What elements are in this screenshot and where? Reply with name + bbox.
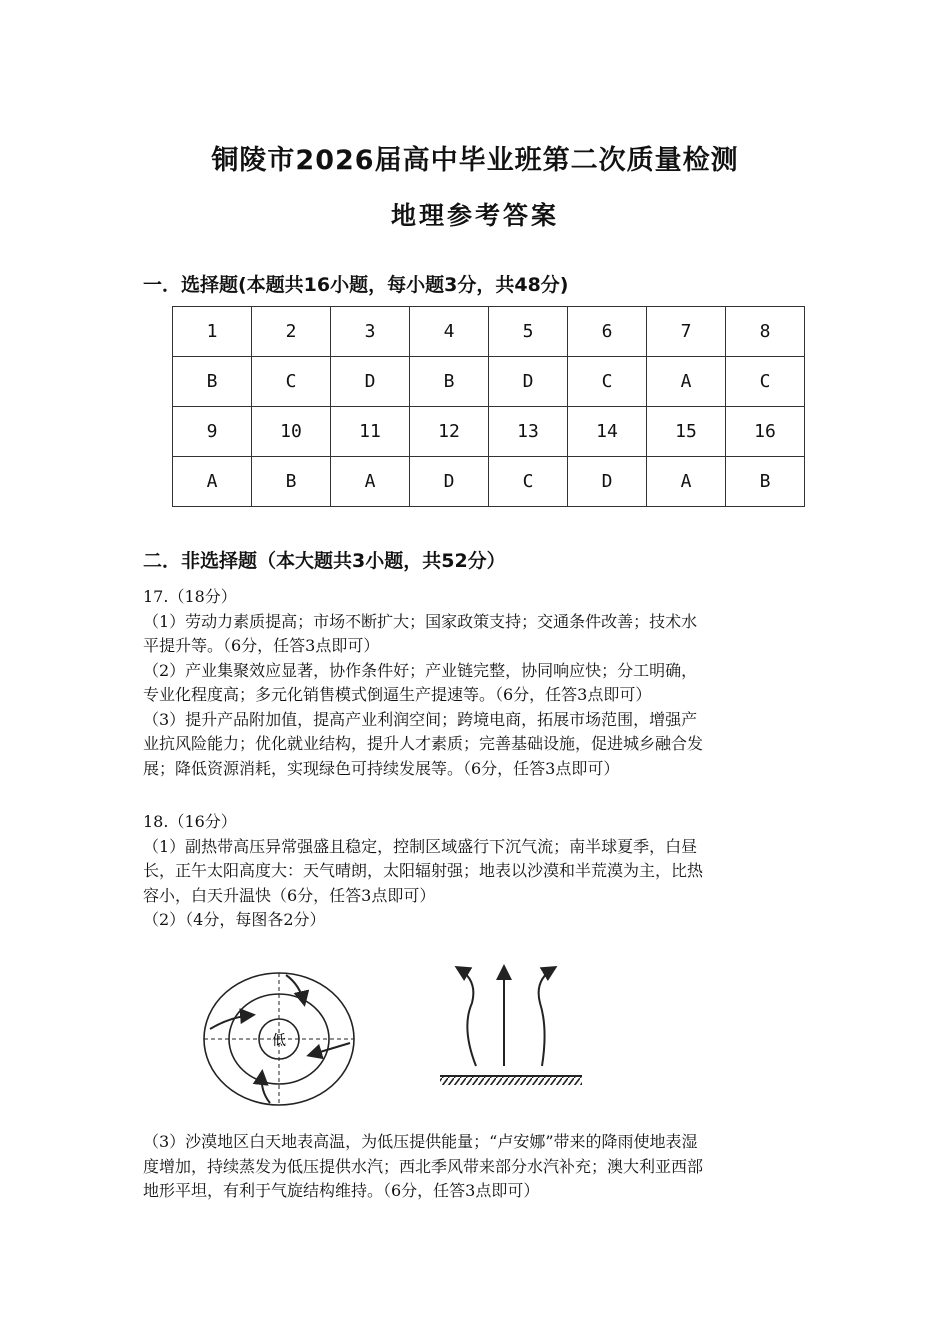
- answer-cell: 6: [568, 307, 647, 357]
- answer-cell: C: [489, 457, 568, 507]
- answer-cell: C: [252, 357, 331, 407]
- answer-cell: D: [331, 357, 410, 407]
- page-subtitle: 地理参考答案: [390, 201, 559, 230]
- q18-answer-line: 容小，白天升温快（6分，任答3点即可）: [143, 885, 436, 905]
- answer-cell: 10: [252, 407, 331, 457]
- q18-answer-line: （2）（4分，每图各2分）: [143, 910, 326, 929]
- q17-answer-line: （2）产业集聚效应显著，协作条件好；产业链完整，协同响应快；分工明确，: [143, 660, 698, 680]
- question-17: [143, 585, 811, 781]
- rising-air-diagram: [436, 958, 586, 1093]
- q17-answer-line: 展；降低资源消耗，实现绿色可持续发展等。（6分，任答3点即可）: [143, 758, 620, 778]
- answer-cell: 3: [331, 307, 410, 357]
- q17-answer-line: （1）劳动力素质提高；市场不断扩大；国家政策支持；交通条件改善；技术水: [143, 611, 698, 631]
- answer-cell: D: [568, 457, 647, 507]
- answer-cell: A: [331, 457, 410, 507]
- answer-cell: 12: [410, 407, 489, 457]
- answer-cell: 1: [173, 307, 252, 357]
- low-pressure-label: 低: [272, 1033, 286, 1049]
- answer-cell: D: [410, 457, 489, 507]
- answer-cell: 13: [489, 407, 568, 457]
- answer-cell: B: [173, 357, 252, 407]
- answer-row: [173, 357, 805, 407]
- answer-cell: 14: [568, 407, 647, 457]
- q17-head: 17.（18分）: [143, 587, 237, 606]
- answer-cell: 11: [331, 407, 410, 457]
- q18-part3-line: 度增加，持续蒸发为低压提供水汽；西北季风带来部分水汽补充；澳大利亚西部: [143, 1156, 704, 1176]
- answer-cell: 7: [647, 307, 726, 357]
- answer-cell: C: [726, 357, 805, 407]
- answer-row: [173, 307, 805, 357]
- answer-cell: C: [568, 357, 647, 407]
- answer-cell: 15: [647, 407, 726, 457]
- answer-cell: A: [647, 357, 726, 407]
- answer-cell: B: [410, 357, 489, 407]
- q18-part3-line: 地形平坦，有利于气旋结构维持。（6分，任答3点即可）: [143, 1181, 540, 1200]
- section2-heading: 二．非选择题（本大题共3小题，共52分）: [143, 550, 506, 572]
- answer-cell: 4: [410, 307, 489, 357]
- answer-row: [173, 457, 805, 507]
- q18-answer-line: 长，正午太阳高度大：天气晴朗，太阳辐射强；地表以沙漠和半荒漠为主，比热: [143, 861, 704, 880]
- q17-answer-line: （3）提升产品附加值，提高产业利润空间；跨境电商，拓展市场范围，增强产: [143, 709, 698, 729]
- answer-cell: 5: [489, 307, 568, 357]
- cyclone-isobar-diagram: [200, 965, 360, 1110]
- q17-answer-line: 专业化程度高；多元化销售模式倒逼生产提速等。（6分，任答3点即可）: [143, 685, 652, 704]
- q17-answer-line: 平提升等。（6分，任答3点即可）: [143, 636, 380, 655]
- answer-cell: 8: [726, 307, 805, 357]
- answer-table: [172, 306, 805, 507]
- section1-heading: 一．选择题(本题共16小题，每小题3分，共48分): [143, 274, 569, 296]
- answer-cell: 9: [173, 407, 252, 457]
- answer-cell: D: [489, 357, 568, 407]
- answer-cell: B: [726, 457, 805, 507]
- question-18: [143, 810, 811, 933]
- q18-answer-line: （1）副热带高压异常强盛且稳定，控制区域盛行下沉气流；南半球夏季，白昼: [143, 836, 698, 856]
- answer-cell: 2: [252, 307, 331, 357]
- page-title: 铜陵市2026届高中毕业班第二次质量检测: [211, 145, 739, 176]
- answer-row: [173, 407, 805, 457]
- answer-cell: B: [252, 457, 331, 507]
- q18-head: 18.（16分）: [143, 812, 237, 831]
- answer-cell: A: [647, 457, 726, 507]
- q17-answer-line: 业抗风险能力；优化就业结构，提升人才素质；完善基础设施，促进城乡融合发: [143, 734, 704, 753]
- answer-cell: 16: [726, 407, 805, 457]
- question-18-part3: [143, 1130, 811, 1204]
- answer-cell: A: [173, 457, 252, 507]
- q18-part3-line: （3）沙漠地区白天地表高温，为低压提供能量；“卢安娜”带来的降雨使地表湿: [143, 1132, 698, 1151]
